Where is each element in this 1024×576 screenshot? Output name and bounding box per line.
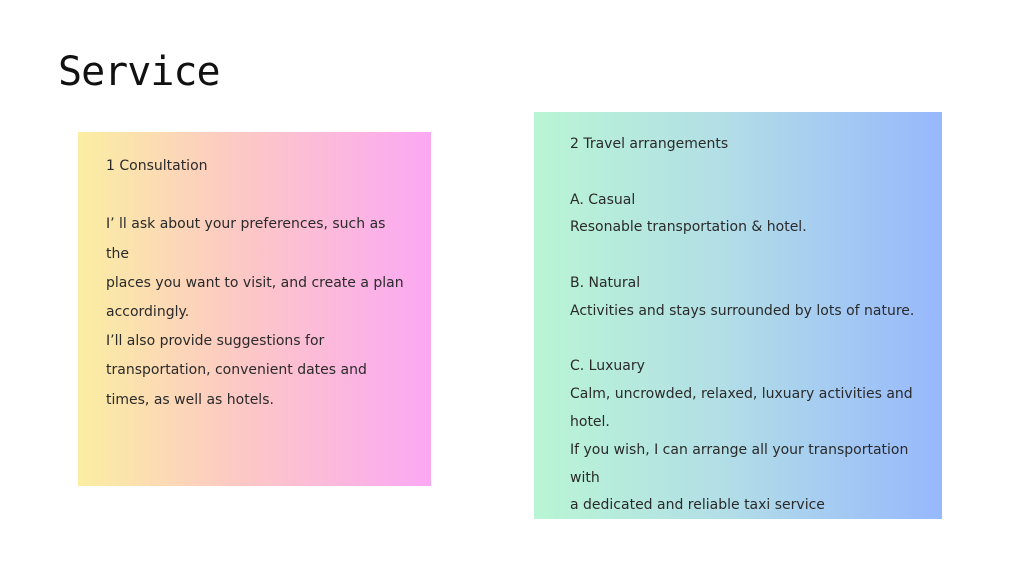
page-title: Service bbox=[58, 49, 220, 95]
travel-spacer bbox=[570, 242, 922, 270]
consultation-line: I’ ll ask about your preferences, such as the bbox=[106, 216, 386, 262]
casual-option-title: A. Casual bbox=[570, 191, 636, 208]
consultation-line: times, as well as hotels. bbox=[106, 391, 274, 408]
luxuary-option-title: C. Luxuary bbox=[570, 358, 645, 375]
natural-option-title: B. Natural bbox=[570, 274, 641, 291]
consultation-line: transportation, convenient dates and bbox=[106, 362, 367, 379]
consultation-line: accordingly. bbox=[106, 304, 190, 320]
luxuary-option-line: Calm, uncrowded, relaxed, luxuary activities and bbox=[570, 386, 913, 403]
casual-option-description: Resonable transportation & hotel. bbox=[570, 219, 807, 236]
luxuary-option-line: a dedicated and reliable taxi service bbox=[570, 497, 825, 514]
consultation-line: places you want to visit, and create a plan bbox=[106, 274, 404, 291]
travel-heading: 2 Travel arrangements bbox=[570, 136, 729, 152]
consultation-heading: 1 Consultation bbox=[106, 158, 208, 174]
natural-option-description: Activities and stays surrounded by lots of nature. bbox=[570, 302, 915, 319]
luxuary-option-line: If you wish, I can arrange all your transportation with bbox=[570, 441, 909, 486]
luxuary-option-line: hotel. bbox=[570, 413, 610, 430]
consultation-card bbox=[78, 132, 431, 486]
consultation-spacer bbox=[106, 181, 411, 210]
travel-spacer bbox=[570, 326, 922, 354]
travel-spacer bbox=[570, 159, 922, 187]
travel-arrangements-card bbox=[534, 112, 942, 519]
consultation-line: I’ll also provide suggestions for bbox=[106, 333, 325, 350]
